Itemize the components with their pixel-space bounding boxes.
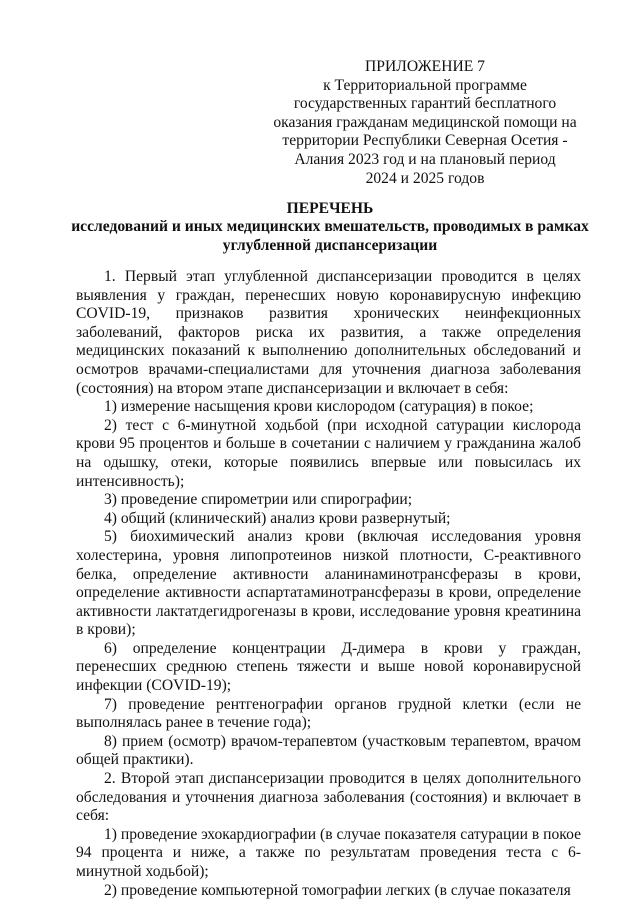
appendix-line: ПРИЛОЖЕНИЕ 7 bbox=[365, 58, 485, 75]
list-item: 4) общий (клинический) анализ крови развернутый; bbox=[104, 509, 451, 527]
list-item: 2) тест с 6-минутной ходьбой (при исходной сатурации кислорода крови 95 процентов и больше в сочетании с наличием у гражданина жалоб на одышку, отеки, которые появились впервые или повысилась их интенсивность); bbox=[76, 416, 581, 490]
appendix-header bbox=[255, 58, 595, 188]
heading-subtitle-line: исследований и иных медицинских вмешательств, проводимых в рамках bbox=[71, 218, 589, 236]
appendix-line: оказания гражданам медицинской помощи на bbox=[273, 113, 577, 131]
appendix-line: Алания 2023 год и на плановый период bbox=[294, 150, 556, 168]
list-item: 1) проведение эхокардиографии (в случае показателя сатурации в покое 94 процента и ниже, а также по результатам проведения теста с 6-минутной ходьбой); bbox=[76, 825, 581, 880]
list-item: 1) измерение насыщения крови кислородом (сатурация) в покое; bbox=[104, 398, 534, 416]
heading-subtitle-line: углубленной диспансеризации bbox=[222, 236, 438, 254]
appendix-line: 2024 и 2025 годов bbox=[365, 169, 485, 187]
paragraph: 1. Первый этап углубленной диспансеризации проводится в целях выявления у граждан, перенесших новую коронавирусную инфекцию COVID-19, признаков развития хронических неинфекционных заболеваний, факторов риска их развития, а также определения медицинских показаний к выполнению дополнительных обследований и осмотров врачами-специалистами для уточнения диагноза заболевания (состояния) на втором этапе диспансеризации и включает в себя: bbox=[76, 268, 581, 397]
list-item: 2) проведение компьютерной томографии легких (в случае показателя bbox=[104, 881, 571, 899]
heading-title: ПЕРЕЧЕНЬ bbox=[286, 200, 374, 217]
list-item: 6) определение концентрации Д-димера в крови у граждан, перенесших среднюю степень тяжести и выше новой коронавирусной инфекции (COVID-19); bbox=[76, 639, 581, 695]
appendix-line: государственных гарантий бесплатного bbox=[293, 95, 557, 113]
list-item: 3) проведение спирометрии или спирографии; bbox=[104, 491, 413, 509]
appendix-line: к Территориальной программе bbox=[323, 76, 527, 94]
document-heading bbox=[60, 200, 600, 255]
list-item: 5) биохимический анализ крови (включая исследования уровня холестерина, уровня липопротеинов низкой плотности, С-реактивного белка, определение активности аланинаминотрансферазы в крови, определение активности аспартатаминотрансферазы в крови, определение активности лактатдегидрогеназы в крови, исследование уровня креатинина в крови); bbox=[76, 528, 581, 639]
list-item: 7) проведение рентгенографии органов грудной клетки (если не выполнялась ранее в течение года); bbox=[76, 695, 581, 732]
appendix-line: территории Республики Северная Осетия - bbox=[282, 132, 568, 150]
paragraph: 2. Второй этап диспансеризации проводится в целях дополнительного обследования и уточнения диагноза заболевания (состояния) и включает в себя: bbox=[76, 770, 581, 825]
list-item: 8) прием (осмотр) врачом-терапевтом (участковым терапевтом, врачом общей практики). bbox=[76, 732, 581, 769]
document-body bbox=[76, 268, 581, 900]
